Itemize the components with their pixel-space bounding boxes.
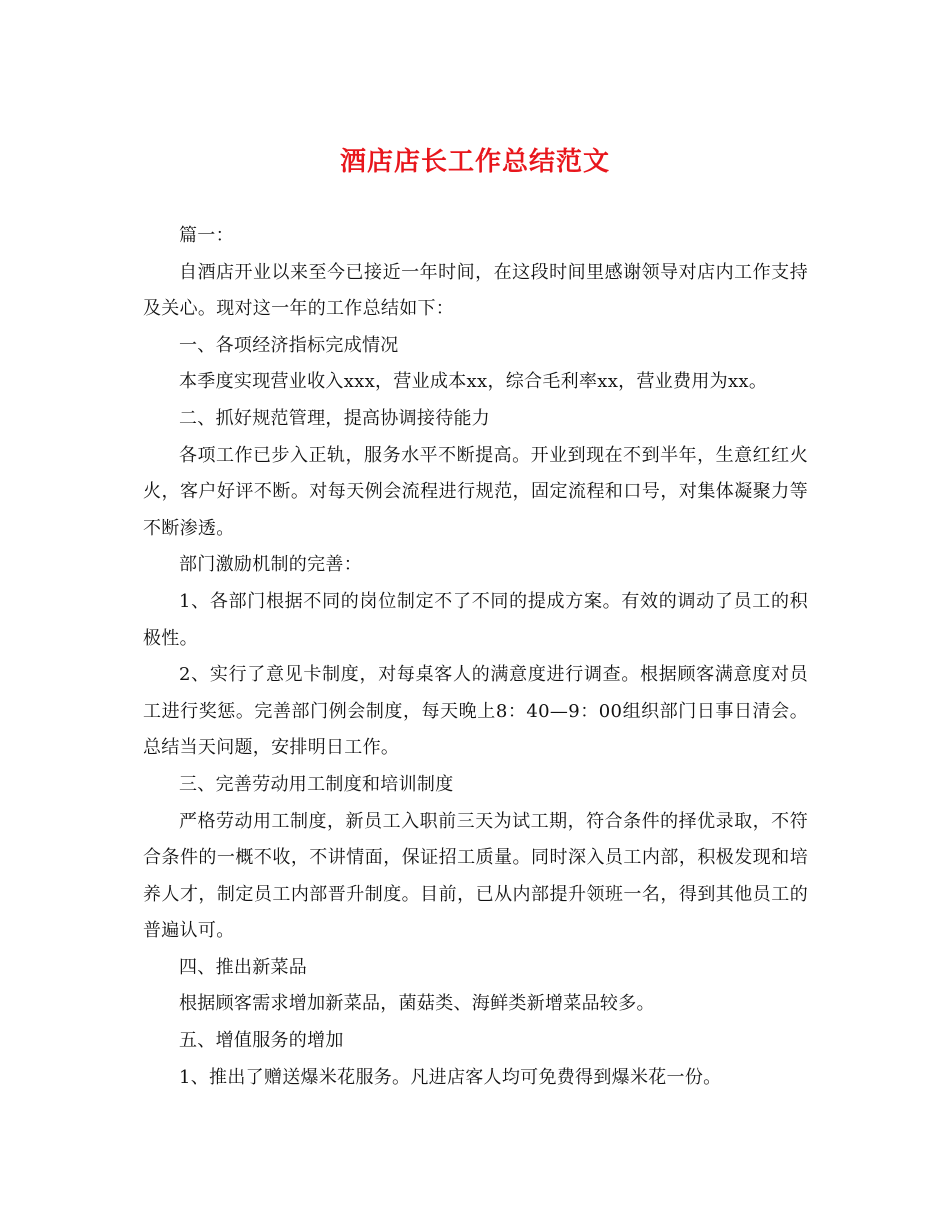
section-heading-value-added-services: 五、增值服务的增加 [179, 1030, 344, 1052]
section-heading-economic-indicators: 一、各项经济指标完成情况 [179, 334, 399, 356]
paragraph-heading-part-one: 篇一： [179, 225, 234, 246]
list-item-incentive-2: 2、实行了意见卡制度，对每桌客人的满意度进行调查。根据顾客满意度对员工进行奖惩。完善部门例会制度，每天晚上8：40—9：00组织部门日事日清会。总结当天问题，安排明日工作。 [143, 664, 808, 759]
paragraph-economic-indicators: 本季度实现营业收入xxx，营业成本xx，综合毛利率xx，营业费用为xx。 [179, 371, 768, 393]
section-heading-standard-management: 二、抓好规范管理，提高协调接待能力 [179, 407, 491, 429]
paragraph-labor-training: 严格劳动用工制度，新员工入职前三天为试工期，符合条件的择优录取，不符合条件的一概不收，不讲情面，保证招工质量。同时深入员工内部，积极发现和培养人才，制定员工内部晋升制度。目前，已从内部提升领班一名，得到其他员工的普遍认可。 [143, 810, 808, 942]
subheading-incentive-mechanism: 部门激励机制的完善： [179, 554, 362, 576]
section-heading-new-dishes: 四、推出新菜品 [179, 956, 308, 978]
paragraph-new-dishes: 根据顾客需求增加新菜品，菌菇类、海鲜类新增菜品较多。 [179, 993, 655, 1015]
paragraph-standard-management: 各项工作已步入正轨，服务水平不断提高。开业到现在不到半年，生意红红火火，客户好评不断。对每天例会流程进行规范，固定流程和口号，对集体凝聚力等不断渗透。 [143, 444, 808, 539]
document-title: 酒店店长工作总结范文 [339, 147, 610, 177]
list-item-popcorn-service: 1、推出了赠送爆米花服务。凡进店客人均可免费得到爆米花一份。 [179, 1066, 722, 1088]
list-item-incentive-1: 1、各部门根据不同的岗位制定不了不同的提成方案。有效的调动了员工的积极性。 [143, 590, 808, 649]
paragraph-intro: 自酒店开业以来至今已接近一年时间，在这段时间里感谢领导对店内工作支持及关心。现对这一年的工作总结如下： [143, 261, 808, 320]
section-heading-labor-training: 三、完善劳动用工制度和培训制度 [179, 773, 454, 795]
document-body [143, 218, 808, 1096]
